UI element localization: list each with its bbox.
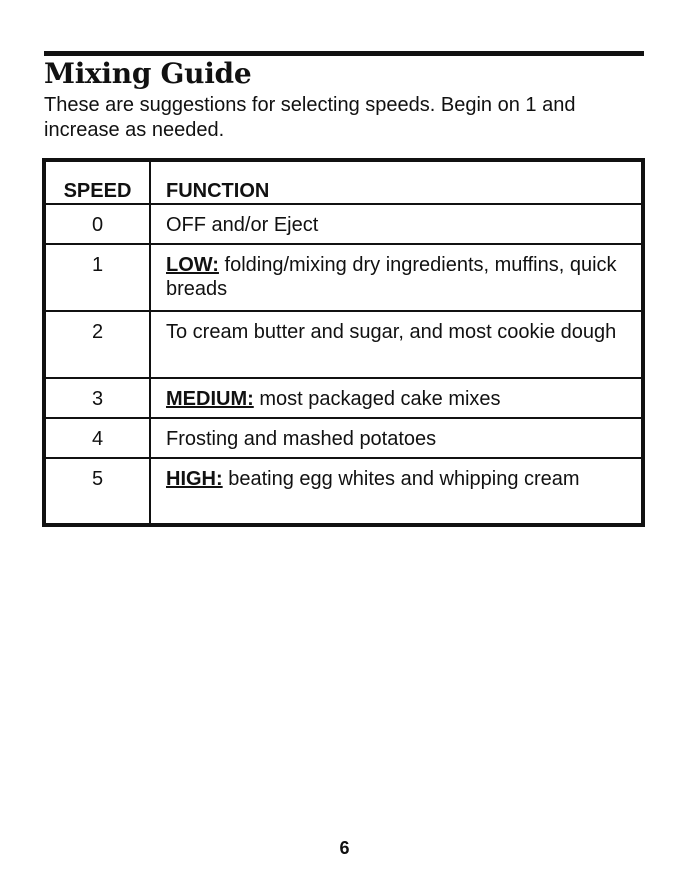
- function-text: OFF and/or Eject: [166, 214, 319, 236]
- speed-header: SPEED: [44, 160, 150, 204]
- table-row: [44, 378, 643, 418]
- table-row: [44, 311, 643, 378]
- table-row: [44, 244, 643, 311]
- function-cell: [150, 418, 643, 458]
- intro-text: These are suggestions for selecting speeds. Begin on 1 and increase as needed.: [44, 94, 576, 141]
- function-text: folding/mixing dry ingredients, muffins, quick breads: [166, 254, 617, 300]
- mixing-guide-table: [42, 158, 645, 527]
- function-text: most packaged cake mixes: [253, 388, 501, 410]
- page-title: Mixing Guide: [44, 57, 252, 90]
- function-text: Frosting and mashed potatoes: [166, 428, 437, 450]
- function-cell: [150, 244, 643, 311]
- speed-cell: 4: [44, 418, 150, 458]
- function-cell: [150, 311, 643, 378]
- function-text: To cream butter and sugar, and most cookie dough: [166, 321, 617, 343]
- page-number: 6: [339, 838, 350, 858]
- function-cell: [150, 204, 643, 244]
- function-cell: [150, 458, 643, 525]
- speed-cell: 0: [44, 204, 150, 244]
- table-row: [44, 418, 643, 458]
- speed-cell: 5: [44, 458, 150, 525]
- speed-level-label: MEDIUM:: [166, 388, 254, 410]
- table-row: [44, 458, 643, 525]
- speed-cell: 3: [44, 378, 150, 418]
- function-text: beating egg whites and whipping cream: [222, 468, 580, 490]
- speed-level-label: HIGH:: [166, 468, 223, 490]
- speed-level-label: LOW:: [166, 254, 219, 276]
- speed-cell: 2: [44, 311, 150, 378]
- function-header: FUNCTION: [150, 160, 643, 204]
- table-row: [44, 204, 643, 244]
- table-header-row: [44, 160, 643, 204]
- function-cell: [150, 378, 643, 418]
- speed-cell: 1: [44, 244, 150, 311]
